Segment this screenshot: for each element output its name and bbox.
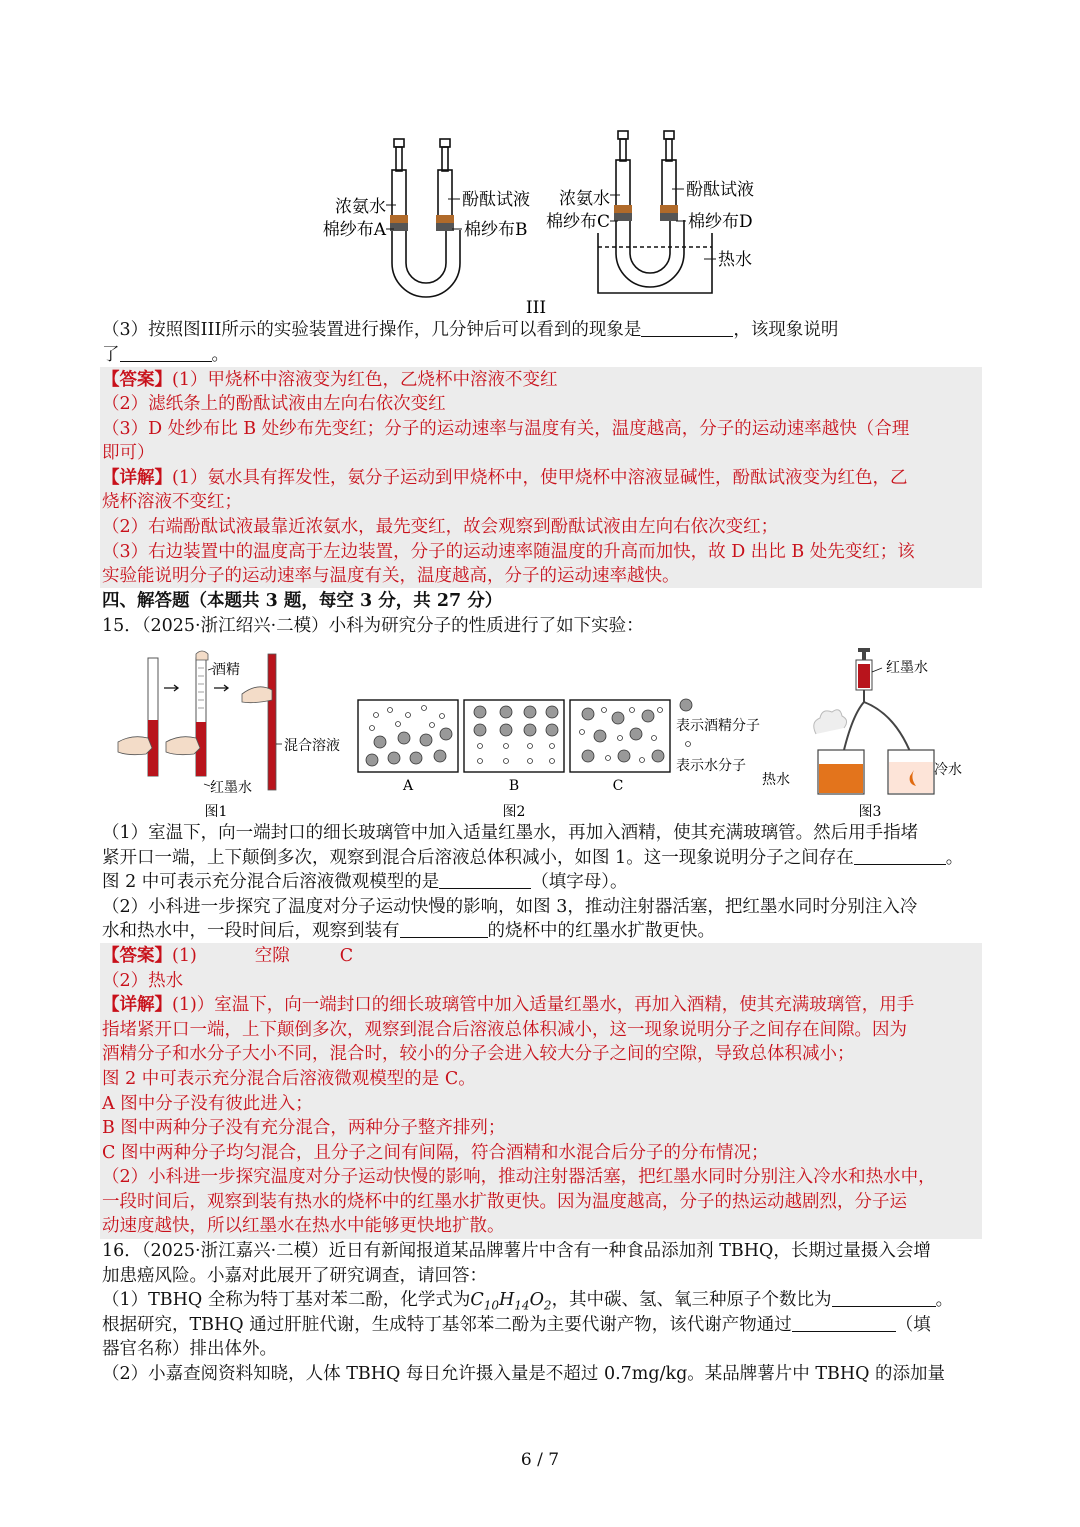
detail-14-line3: （2）右端酚酞试液最靠近浓氨水，最先变红，故会观察到酚酞试液由左向右依次变红； — [102, 517, 779, 537]
q16-line2: 加患癌风险。小嘉对此展开了研究调查，请回答： — [102, 1266, 487, 1286]
detail-14-line4: （3）右边装置中的温度高于左边装置，分子的运动速率随温度的升高而加快，故 D 出比 B 处先变红；该 — [102, 542, 915, 562]
detail-15-line10: 动速度越快，所以红墨水在热水中能够更快地扩散。 — [102, 1216, 505, 1236]
label-hot-water: 热水 — [718, 250, 752, 270]
q15-stem: 15．（2025·浙江绍兴·二模）小科为研究分子的性质进行了如下实验： — [102, 616, 644, 636]
blank-q3-b[interactable] — [120, 343, 212, 362]
fig2-legend-water: 表示水分子 — [676, 758, 746, 774]
answer-14-line4: 即可） — [102, 443, 155, 463]
cotton-c — [614, 205, 632, 213]
detail-15-line7: C 图中两种分子均匀混合，且分子之间有间隔，符合酒精和水混合后分子的分布情况； — [102, 1143, 769, 1163]
answer-15-line1: 【答案】(1) 空隙 C — [102, 946, 354, 966]
fig2-label-b: B — [508, 778, 520, 794]
blank-q15-c[interactable] — [400, 919, 488, 938]
cotton-d — [660, 205, 678, 213]
cotton-b — [436, 215, 454, 223]
label-phenol-right: 酚酞试液 — [686, 180, 754, 200]
answer-14-line3: （3）D 处纱布比 B 处纱布先变红；分子的运动速率与温度有关，温度越高，分子的运动速率越快（合理 — [102, 419, 910, 439]
legend-water-icon — [686, 742, 691, 747]
q16-line1: 16．（2025·浙江嘉兴·二模）近日有新闻报道某品牌薯片中含有一种食品添加剂 TBHQ，长期过量摄入会增 — [102, 1241, 931, 1261]
label-phenol-left: 酚酞试液 — [462, 190, 530, 210]
answer-14-line2: （2）滤纸条上的酚酞试液由左向右依次变红 — [102, 394, 446, 414]
detail-15-line3: 酒精分子和水分子大小不同，混合时，较小的分子会进入较大分子之间的空隙，导致总体积减小； — [102, 1044, 855, 1064]
detail-15-line5: A 图中分子没有彼此进入； — [102, 1094, 313, 1114]
cotton-a — [390, 215, 408, 223]
blank-q16-a[interactable] — [832, 1288, 936, 1307]
fig1-tubes — [118, 651, 282, 790]
fig2-label-c: C — [612, 778, 624, 794]
detail-15-line4: 图 2 中可表示充分混合后溶液微观模型的是 C。 — [102, 1069, 476, 1089]
detail-14-line2: 烧杯溶液不变红； — [102, 492, 242, 512]
q16-line4: 根据研究，TBHQ 通过肝脏代谢，生成特丁基邻苯二酚为主要代谢产物，该代谢产物通过 （填 — [102, 1315, 931, 1335]
figure-iii — [320, 125, 790, 320]
q15-p1-line3: 图 2 中可表示充分混合后溶液微观模型的是 （填字母）。 — [102, 872, 628, 892]
label-cloth-d: 棉纱布D — [688, 212, 753, 232]
blank-q16-b[interactable] — [792, 1313, 896, 1332]
fig3-label-hot: 热水 — [762, 772, 790, 788]
label-cloth-a: 棉纱布A — [322, 220, 386, 240]
blank-q3-a[interactable] — [641, 318, 733, 337]
fig1-label-alcohol: 酒精 — [212, 662, 240, 678]
fig3-label-red-ink: 红墨水 — [886, 660, 928, 676]
detail-14-line1: 【详解】(1）氨水具有挥发性，氨分子运动到甲烧杯中，使甲烧杯中溶液显碱性，酚酞试液变为红色，乙 — [102, 468, 908, 488]
q15-p2-line2: 水和热水中，一段时间后，观察到装有 的烧杯中的红墨水扩散更快。 — [102, 921, 715, 941]
tbhq-formula: $C_{10}H_{14}O_2$ — [470, 1290, 552, 1313]
q3-line2: 了 。 — [102, 345, 229, 365]
legend-alcohol-icon — [680, 699, 692, 711]
q15-p2-line1: （2）小科进一步探究了温度对分子运动快慢的影响，如图 3，推动注射器活塞，把红墨水同时分别注入冷 — [102, 897, 918, 917]
answer-14-line1: 【答案】(1）甲烧杯中溶液变为红色，乙烧杯中溶液不变红 — [102, 370, 558, 390]
q15-p1-line1: （1）室温下，向一端封口的细长玻璃管中加入适量红墨水，再加入酒精，使其充满玻璃管。然后用手指堵 — [102, 823, 919, 843]
label-cloth-c: 棉纱布C — [545, 212, 610, 232]
fig3-label-cold: 冷水 — [934, 762, 962, 778]
fig3-caption: 图3 — [858, 804, 882, 820]
detail-15-line6: B 图中两种分子没有充分混合，两种分子整齐排列； — [102, 1118, 506, 1138]
fig2-label-a: A — [402, 778, 414, 794]
q16-line6: （2）小嘉查阅资料知晓，人体 TBHQ 每日允许摄入量是不超过 0.7mg/kg。某品牌薯片中 TBHQ 的添加量 — [102, 1364, 946, 1384]
detail-15-line1: 【详解】(1)）室温下，向一端封口的细长玻璃管中加入适量红墨水，再加入酒精，使其充满玻璃管，用手 — [102, 995, 915, 1015]
q15-figures — [110, 638, 990, 823]
answer-15-line2: （2）热水 — [102, 971, 184, 991]
detail-15-line8: （2）小科进一步探究温度对分子运动快慢的影响，推动注射器活塞，把红墨水同时分别注入冷水和热水中， — [102, 1167, 936, 1187]
blank-q15-b[interactable] — [439, 870, 531, 889]
fig2-caption: 图2 — [502, 804, 526, 820]
figure-caption-iii: III — [525, 298, 547, 318]
blank-q15-a[interactable] — [854, 846, 946, 865]
q16-line3: （1）TBHQ 全称为特丁基对苯二酚，化学式为$C_{10}H_{14}O_2$，其中碳、氢、氧三种原子个数比为 。 — [102, 1290, 954, 1313]
detail-15-line9: 一段时间后，观察到装有热水的烧杯中的红墨水扩散更快。因为温度越高，分子的热运动越剧烈，分子运 — [102, 1192, 907, 1212]
detail-14-line5: 实验能说明分子的运动速率与温度有关，温度越高，分子的运动速率越快。 — [102, 566, 680, 586]
q16-line5: 器官名称）排出体外。 — [102, 1339, 277, 1359]
label-ammonia-right: 浓氨水 — [559, 189, 610, 209]
fig1-caption: 图1 — [204, 804, 228, 820]
page-number: 6 / 7 — [520, 1450, 560, 1470]
label-cloth-b: 棉纱布B — [464, 220, 528, 240]
q15-p1-line2: 紧开口一端，上下颠倒多次，观察到混合后溶液总体积减小，如图 1。这一现象说明分子之间存在 。 — [102, 848, 964, 868]
section-4-heading: 四、解答题（本题共 3 题，每空 3 分，共 27 分） — [102, 591, 503, 611]
fig1-label-mixed: 混合溶液 — [284, 738, 340, 754]
q3-line1: （3）按照图III所示的实验装置进行操作，几分钟后可以看到的现象是 ，该现象说明 — [102, 320, 839, 340]
fig1-label-red-ink: 红墨水 — [210, 780, 252, 796]
detail-15-line2: 指堵紧开口一端，上下颠倒多次，观察到混合后溶液总体积减小，这一现象说明分子之间存在间隙。因为 — [102, 1020, 907, 1040]
label-ammonia-left: 浓氨水 — [335, 197, 386, 217]
fig2-legend-alcohol: 表示酒精分子 — [676, 718, 760, 734]
